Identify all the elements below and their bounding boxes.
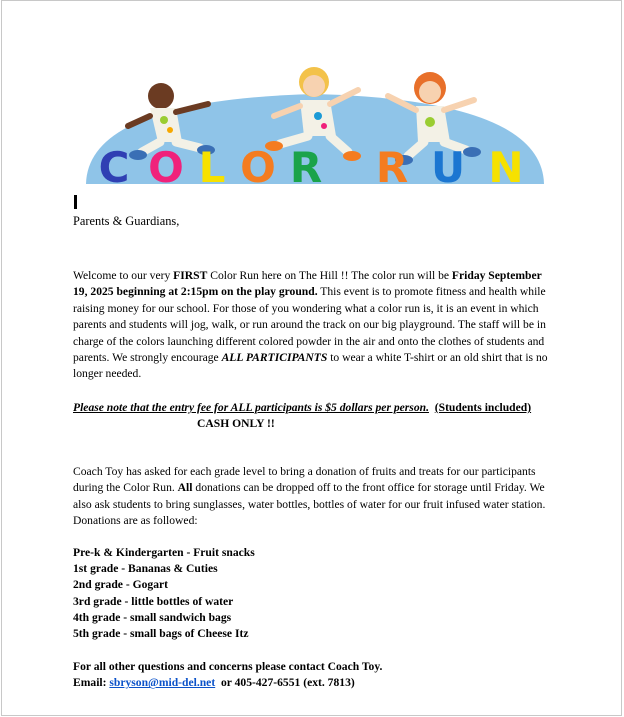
title-letter: N [488, 143, 524, 186]
list-item: 3rd grade - little bottles of water [73, 594, 234, 608]
contact-info [73, 659, 553, 692]
donation-text: Coach Toy has asked for each grade level to bring a donation of fruits and treats for our participants during the Color Run. [73, 465, 536, 495]
title-letter: O [148, 143, 184, 186]
donation-list [73, 545, 553, 642]
donation-paragraph [73, 464, 553, 530]
list-item: 5th grade - small bags of Cheese Itz [73, 626, 249, 640]
event-date: Friday September 19, 2025 beginning at 2:15pm on the play ground. [73, 269, 542, 299]
all-participants-emphasis: ALL PARTICIPANTS [221, 351, 328, 365]
greeting: Parents & Guardians, [73, 214, 180, 228]
intro-bold-first: FIRST [173, 269, 208, 282]
cash-only-note: CASH ONLY !! [197, 417, 275, 431]
text-cursor [74, 195, 77, 209]
intro-text: Color Run here on The Hill !! The color run will be [207, 269, 452, 282]
donation-text: donations can be dropped off to the front office for storage until Friday. We also ask students to bring sunglasses, water bottles, bottles of water for our fruit infused water station. Donations are as followed: [73, 481, 546, 528]
email-label: Email: [73, 676, 110, 690]
title-letter: O [240, 143, 276, 186]
title-letter: R [375, 143, 409, 186]
contact-line: For all other questions and concerns please contact Coach Toy. [73, 660, 383, 673]
intro-text: Welcome to our very [73, 269, 174, 282]
donation-bold-all: All [177, 481, 193, 495]
list-item: 2nd grade - Gogart [73, 578, 168, 592]
title-letter: L [198, 143, 226, 186]
list-item: 4th grade - small sandwich bags [73, 610, 232, 624]
intro-paragraph [73, 268, 553, 383]
title-letter: U [430, 143, 466, 186]
fee-notice-students: (Students included) [434, 401, 532, 414]
intro-text: This event is to promote fitness and health while raising money for our school. For those of you wondering what a color run is, it is an event in which parents and students will jog, walk, or run around the track on our big playground. The staff will be in charge of the colors launching different colored powder in the air and onto the clothes of students and parents. We strongly encourage [73, 285, 546, 365]
entry-fee-notice [73, 400, 553, 433]
phone-number: or 405-427-6551 (ext. 7813) [215, 676, 355, 690]
list-item: Pre-k & Kindergarten - Fruit snacks [73, 546, 255, 559]
title-letter: R [289, 143, 323, 186]
email-link[interactable]: sbryson@mid-del.net [109, 676, 216, 690]
fee-notice-text: Please note that the entry fee for ALL participants is $5 dollars per person. [73, 401, 429, 414]
color-run-banner [78, 60, 552, 186]
list-item: 1st grade - Bananas & Cuties [73, 562, 218, 576]
intro-text: to wear a white T-shirt or an old shirt that is no longer needed. [73, 351, 548, 381]
title-letter: C [98, 143, 130, 186]
